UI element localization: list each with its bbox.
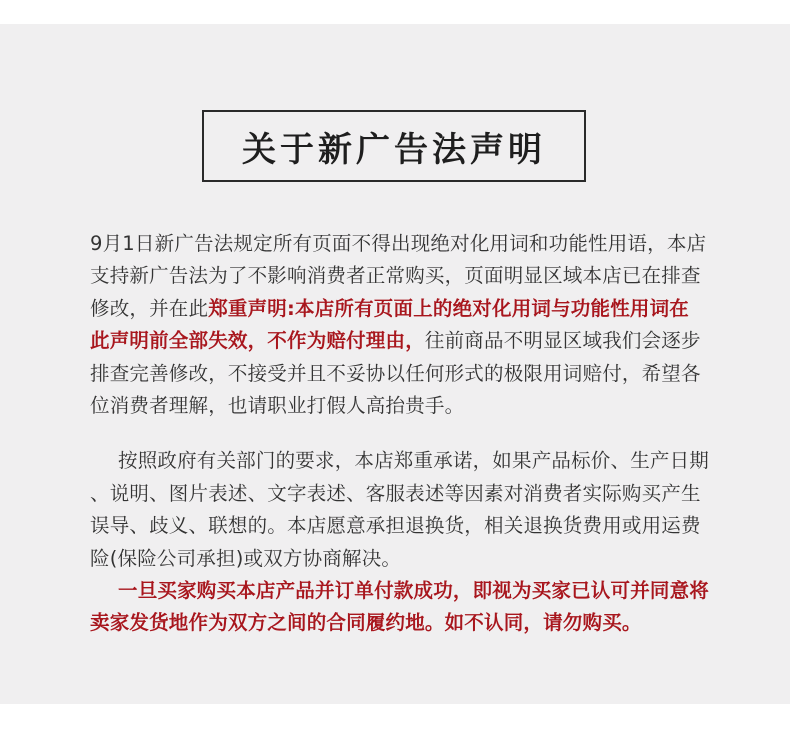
- declaration-panel: [0, 24, 790, 704]
- text-line: 支持新广告法为了不影响消费者正常购买，页面明显区域本店已在排查: [90, 264, 701, 288]
- paragraph-spacer: [90, 422, 720, 445]
- text-line: 按照政府有关部门的要求，本店郑重承诺，如果产品标价、生产日期: [118, 449, 710, 473]
- emphasis-text: 此声明前全部失效，不作为赔付理由，: [90, 329, 425, 353]
- text-line: 误导、歧义、联想的。本店愿意承担退换货，相关退换货费用或用运费: [90, 514, 701, 538]
- title-box: [202, 110, 586, 182]
- text-line: 位消费者理解，也请职业打假人高抬贵手。: [90, 394, 465, 418]
- emphasis-text: 郑重声明:本店所有页面上的绝对化用词与功能性用词在: [208, 296, 690, 320]
- text-line: 、说明、图片表述、文字表述、客服表述等因素对消费者实际购买产生: [90, 481, 701, 505]
- paragraph-commitment: [90, 445, 720, 575]
- text-line: 9月1日新广告法规定所有页面不得出现绝对化用词和功能性用语，本店: [90, 232, 707, 255]
- emphasis-text: 卖家发货地作为双方之间的合同履约地。如不认同，请勿购买。: [90, 611, 642, 635]
- paragraph-contract-location: [90, 575, 720, 640]
- text-line: [90, 325, 720, 357]
- declaration-body: [90, 228, 720, 640]
- text-line: 排查完善修改，不接受并且不妥协以任何形式的极限用词赔付，希望各: [90, 361, 701, 385]
- text-line: 险(保险公司承担)或双方协商解决。: [90, 546, 402, 570]
- emphasis-text: 一旦买家购买本店产品并订单付款成功，即视为买家已认可并同意将: [118, 579, 710, 603]
- text-segment: 往前商品不明显区域我们会逐步: [424, 329, 701, 353]
- text-line: [90, 293, 720, 325]
- page-title: 关于新广告法声明: [242, 129, 546, 170]
- paragraph-ad-law: [90, 228, 720, 422]
- text-segment: 修改，并在此: [90, 296, 209, 320]
